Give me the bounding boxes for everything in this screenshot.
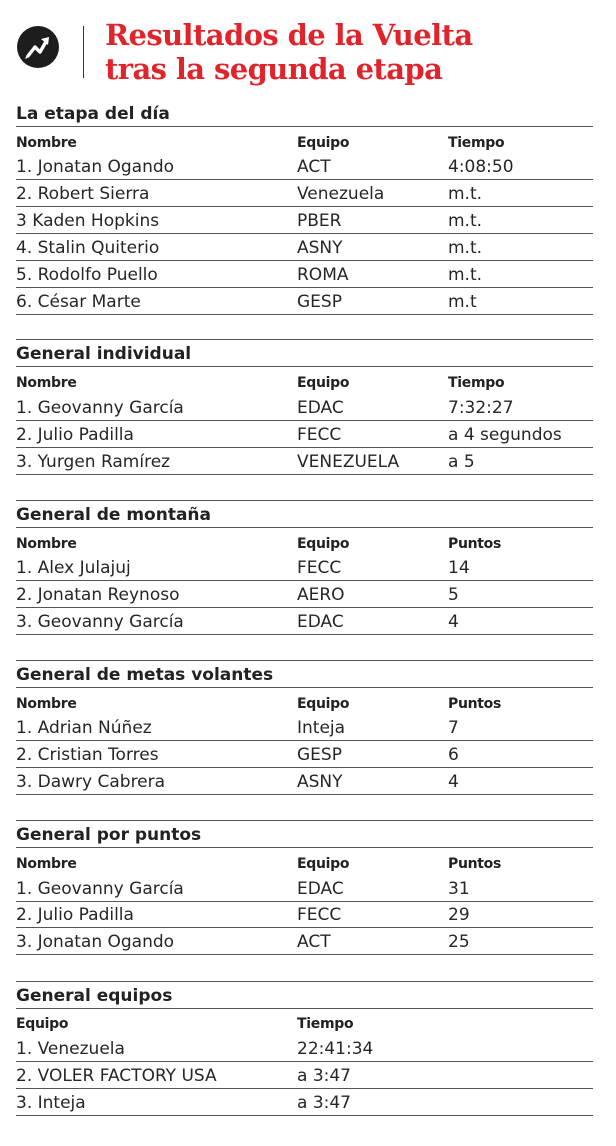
table-cell: 4 — [448, 772, 459, 792]
column-header: Equipo — [297, 856, 350, 872]
row-divider — [16, 233, 593, 234]
table-cell: FECC — [297, 905, 342, 925]
section-title: General de metas volantes — [16, 665, 274, 685]
table-cell: Venezuela — [297, 184, 385, 204]
table-cell: a 4 segundos — [448, 425, 562, 445]
row-divider — [16, 580, 593, 581]
table-cell: 3 Kaden Hopkins — [16, 211, 160, 231]
table-cell: m.t. — [448, 184, 483, 204]
table-cell: 1. Geovanny García — [16, 398, 184, 418]
row-divider — [16, 794, 593, 795]
section-title-rule — [16, 1008, 593, 1009]
column-header: Puntos — [448, 536, 502, 552]
table-cell: 1. Venezuela — [16, 1039, 125, 1059]
table-cell: 1. Adrian Núñez — [16, 718, 152, 738]
table-cell: FECC — [297, 558, 342, 578]
row-divider — [16, 314, 593, 315]
column-header: Nombre — [16, 696, 77, 712]
column-header: Equipo — [16, 1016, 69, 1032]
column-header: Tiempo — [297, 1016, 354, 1032]
row-divider — [16, 607, 593, 608]
column-header: Nombre — [16, 536, 77, 552]
header-divider — [83, 26, 84, 78]
table-cell: m.t. — [448, 265, 483, 285]
table-cell: 5 — [448, 585, 459, 605]
row-divider — [16, 634, 593, 635]
table-cell: GESP — [297, 745, 342, 765]
column-header: Tiempo — [448, 375, 505, 391]
table-cell: ROMA — [297, 265, 349, 285]
section-top-rule — [16, 339, 593, 340]
table-cell: 1. Jonatan Ogando — [16, 157, 175, 177]
row-divider — [16, 287, 593, 288]
table-cell: 14 — [448, 558, 470, 578]
table-cell: 3. Yurgen Ramírez — [16, 452, 171, 472]
section-title: General equipos — [16, 986, 173, 1006]
table-cell: ASNY — [297, 238, 343, 258]
row-divider — [16, 1115, 593, 1116]
table-cell: m.t — [448, 292, 477, 312]
table-cell: 4 — [448, 612, 459, 632]
table-cell: EDAC — [297, 398, 344, 418]
table-cell: 3. Dawry Cabrera — [16, 772, 166, 792]
table-cell: EDAC — [297, 879, 344, 899]
header — [0, 0, 616, 100]
table-cell: ACT — [297, 932, 331, 952]
table-cell: 25 — [448, 932, 470, 952]
section-top-rule — [16, 981, 593, 982]
table-cell: 4. Stalin Quiterio — [16, 238, 160, 258]
row-divider — [16, 927, 593, 928]
row-divider — [16, 1061, 593, 1062]
table-cell: ASNY — [297, 772, 343, 792]
table-cell: a 3:47 — [297, 1066, 351, 1086]
row-divider — [16, 260, 593, 261]
table-cell: GESP — [297, 292, 342, 312]
table-cell: 1. Geovanny García — [16, 879, 184, 899]
table-cell: PBER — [297, 211, 342, 231]
table-cell: 31 — [448, 879, 470, 899]
row-divider — [16, 474, 593, 475]
table-cell: 2. Robert Sierra — [16, 184, 150, 204]
row-divider — [16, 767, 593, 768]
row-divider — [16, 447, 593, 448]
section-title: General de montaña — [16, 505, 212, 525]
table-cell: 7 — [448, 718, 459, 738]
page-title-line-2: tras la segunda etapa — [105, 52, 443, 86]
section-title: General individual — [16, 344, 192, 364]
table-cell: 1. Alex Julajuj — [16, 558, 131, 578]
table-cell: FECC — [297, 425, 342, 445]
section-title: General por puntos — [16, 825, 202, 845]
column-header: Nombre — [16, 135, 77, 151]
table-cell: 2. Jonatan Reynoso — [16, 585, 180, 605]
row-divider — [16, 206, 593, 207]
page-title-line-1: Resultados de la Vuelta — [105, 18, 473, 52]
table-cell: a 3:47 — [297, 1093, 351, 1113]
column-header: Puntos — [448, 696, 502, 712]
table-cell: a 5 — [448, 452, 475, 472]
row-divider — [16, 179, 593, 180]
section-title-rule — [16, 527, 593, 528]
table-cell: ACT — [297, 157, 331, 177]
column-header: Puntos — [448, 856, 502, 872]
column-header: Nombre — [16, 375, 77, 391]
row-divider — [16, 420, 593, 421]
table-cell: 2. VOLER FACTORY USA — [16, 1066, 217, 1086]
section-title-rule — [16, 126, 593, 127]
table-cell: m.t. — [448, 238, 483, 258]
table-cell: 6 — [448, 745, 459, 765]
table-cell: 29 — [448, 905, 470, 925]
row-divider — [16, 954, 593, 955]
section-title-rule — [16, 366, 593, 367]
trend-arrow-icon — [17, 26, 59, 68]
row-divider — [16, 740, 593, 741]
column-header: Equipo — [297, 536, 350, 552]
table-cell: EDAC — [297, 612, 344, 632]
section-top-rule — [16, 820, 593, 821]
table-cell: 6. César Marte — [16, 292, 141, 312]
column-header: Equipo — [297, 135, 350, 151]
row-divider — [16, 1088, 593, 1089]
section-title: La etapa del día — [16, 104, 170, 124]
section-title-rule — [16, 687, 593, 688]
table-cell: 2. Julio Padilla — [16, 905, 134, 925]
page-title — [105, 18, 473, 86]
table-cell: 22:41:34 — [297, 1039, 374, 1059]
table-cell: 4:08:50 — [448, 157, 514, 177]
table-cell: 5. Rodolfo Puello — [16, 265, 158, 285]
table-cell: 3. Jonatan Ogando — [16, 932, 175, 952]
table-cell: AERO — [297, 585, 345, 605]
table-cell: m.t. — [448, 211, 483, 231]
column-header: Equipo — [297, 375, 350, 391]
column-header: Equipo — [297, 696, 350, 712]
section-top-rule — [16, 660, 593, 661]
table-cell: 2. Julio Padilla — [16, 425, 134, 445]
table-cell: 7:32:27 — [448, 398, 514, 418]
column-header: Tiempo — [448, 135, 505, 151]
section-top-rule — [16, 500, 593, 501]
table-cell: Inteja — [297, 718, 346, 738]
section-title-rule — [16, 847, 593, 848]
row-divider — [16, 901, 593, 902]
table-cell: 3. Geovanny García — [16, 612, 184, 632]
column-header: Nombre — [16, 856, 77, 872]
table-cell: VENEZUELA — [297, 452, 400, 472]
table-cell: 3. Inteja — [16, 1093, 86, 1113]
table-cell: 2. Cristian Torres — [16, 745, 159, 765]
